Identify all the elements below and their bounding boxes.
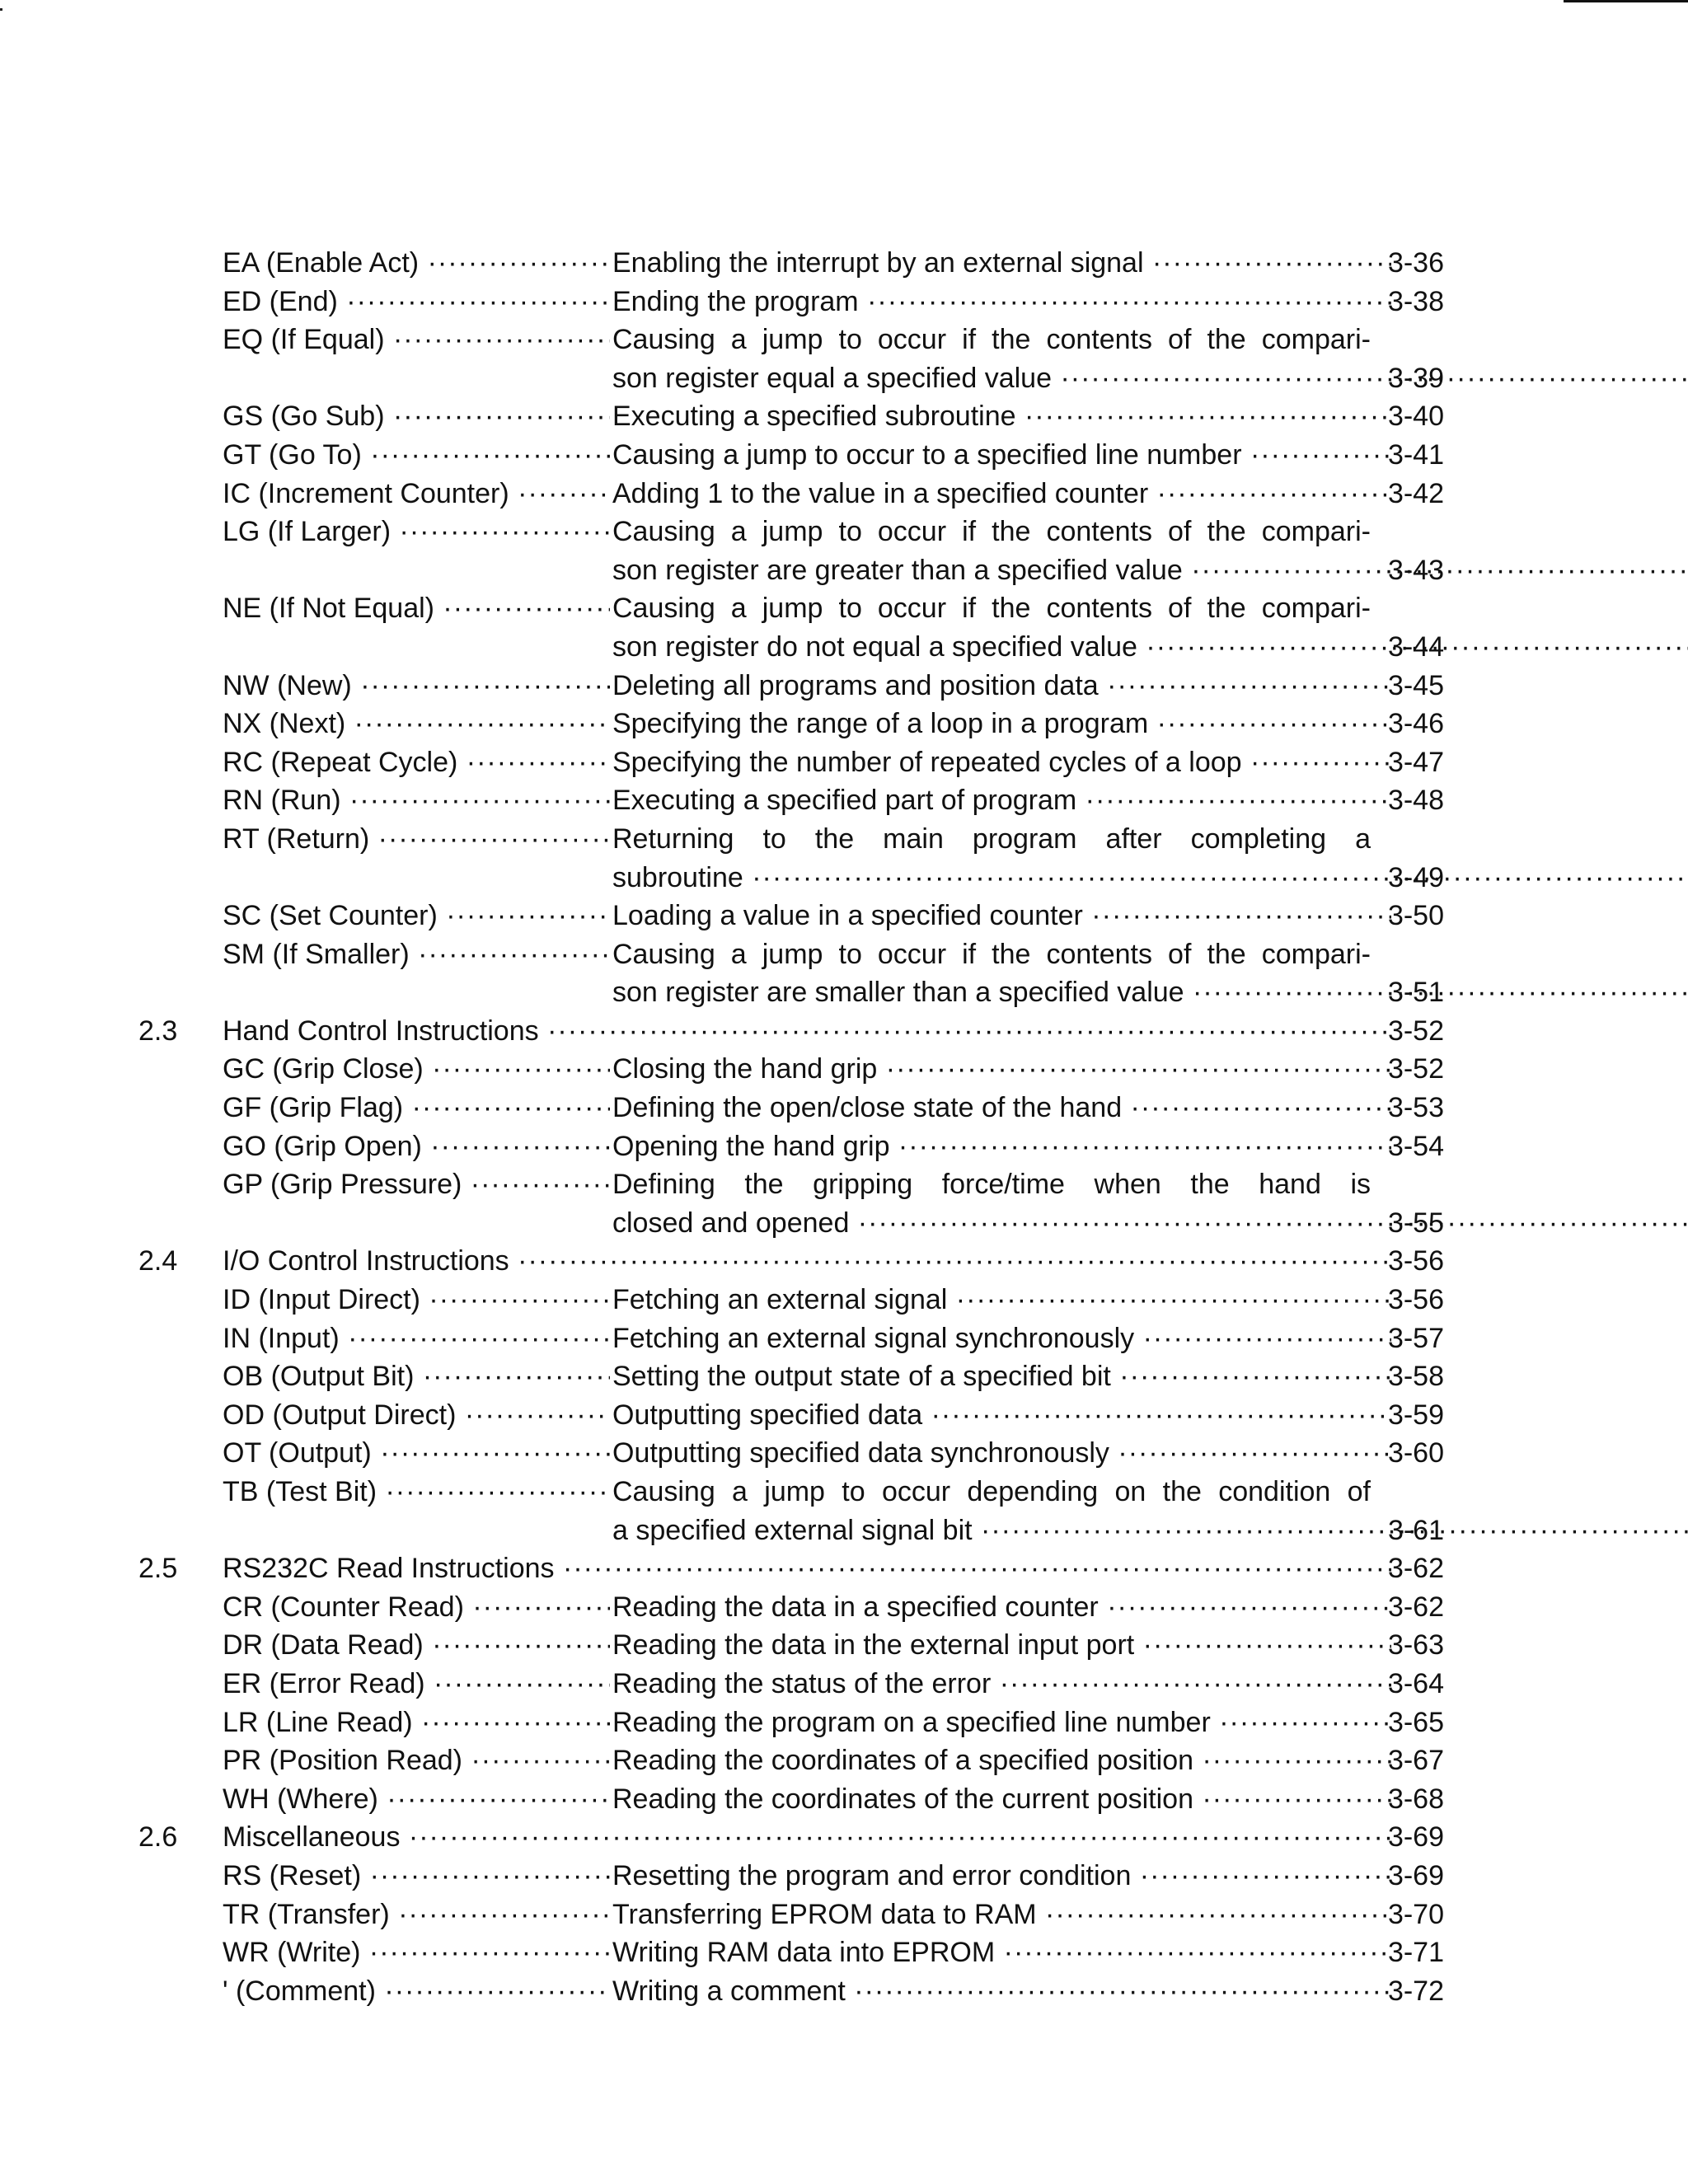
section-heading-row [138, 1012, 1444, 1051]
toc-entry [138, 1281, 1444, 1319]
command-description: Adding 1 to the value in a specified counter ····· [612, 475, 1391, 513]
command-description: son register are greater than a specified value ····· [612, 551, 1391, 590]
section-title: Miscellaneous ····· [223, 1818, 1391, 1857]
page-number: 3-68 [1387, 1783, 1444, 1815]
command-name: OB (Output Bit) ····· [223, 1357, 610, 1396]
page-number: 3-53 [1387, 1092, 1444, 1124]
command-description: Reading the coordinates of a specified position ····· [612, 1741, 1391, 1780]
command-name: SM (If Smaller) ····· [223, 935, 610, 974]
toc-entry [138, 1857, 1444, 1896]
command-description: Defining the open/close state of the hand ····· [612, 1089, 1391, 1127]
page-number: 3-38 [1387, 285, 1444, 317]
toc-entry [138, 820, 1444, 859]
command-description: Outputting specified data synchronously ····· [612, 1434, 1391, 1473]
command-description: Enabling the interrupt by an external signal ····· [612, 244, 1391, 283]
command-name: DR (Data Read) ····· [223, 1626, 610, 1665]
command-description: closed and opened ····· [612, 1204, 1391, 1243]
page-number: 3-44 [1387, 630, 1444, 663]
toc-entry [138, 1357, 1444, 1396]
command-name: EA (Enable Act) ····· [223, 244, 610, 283]
command-description: Specifying the range of a loop in a program ····· [612, 705, 1391, 743]
page-number: 3-47 [1387, 746, 1444, 778]
page-number: 3-50 [1387, 900, 1444, 932]
page-number: 3-70 [1387, 1898, 1444, 1930]
toc-entry-continuation [138, 1511, 1444, 1550]
page-number: 3-57 [1387, 1322, 1444, 1354]
scan-speck [0, 8, 2, 11]
toc-entry [138, 1933, 1444, 1972]
page-number: 3-60 [1387, 1437, 1444, 1469]
page-number: 3-41 [1387, 438, 1444, 471]
toc-entry [138, 1396, 1444, 1435]
page-number: 3-58 [1387, 1361, 1444, 1393]
command-name: LR (Line Read) ····· [223, 1704, 610, 1742]
toc-entry [138, 781, 1444, 820]
toc-entry [138, 1319, 1444, 1358]
page-number: 3-62 [1387, 1553, 1444, 1585]
command-description: Returning to the main program after completing a [612, 823, 1371, 855]
command-description: Reading the status of the error ····· [612, 1665, 1391, 1704]
toc-entry [138, 1665, 1444, 1704]
command-name: GS (Go Sub) ····· [223, 397, 610, 436]
page-number: 3-54 [1387, 1130, 1444, 1162]
section-title: I/O Control Instructions ····· [223, 1242, 1391, 1281]
table-of-contents [138, 244, 1444, 2010]
page-number: 3-45 [1387, 669, 1444, 701]
toc-entry [138, 475, 1444, 513]
page-number: 3-43 [1387, 554, 1444, 586]
command-description: Defining the gripping force/time when the hand is [612, 1169, 1371, 1201]
page-number: 3-36 [1387, 247, 1444, 279]
command-name: GT (Go To) ····· [223, 436, 610, 475]
command-name: RN (Run) ····· [223, 781, 610, 820]
section-number: 2.6 [138, 1821, 178, 1854]
toc-entry [138, 1972, 1444, 2011]
page-number: 3-49 [1387, 861, 1444, 893]
toc-entry-continuation [138, 973, 1444, 1012]
toc-entry [138, 1434, 1444, 1473]
command-description: Fetching an external signal synchronously ····· [612, 1319, 1391, 1358]
toc-entry [138, 589, 1444, 628]
toc-entry [138, 1626, 1444, 1665]
command-name: ER (Error Read) ····· [223, 1665, 610, 1704]
toc-entry-continuation [138, 359, 1444, 398]
toc-entry [138, 935, 1444, 974]
command-name: OT (Output) ····· [223, 1434, 610, 1473]
command-description: Executing a specified subroutine ····· [612, 397, 1391, 436]
page-number: 3-39 [1387, 362, 1444, 394]
command-name: GP (Grip Pressure) ····· [223, 1165, 610, 1204]
command-description: subroutine ····· [612, 859, 1391, 898]
command-description: Causing a jump to occur if the contents of the compari- [612, 516, 1371, 548]
command-name: NX (Next) ····· [223, 705, 610, 743]
toc-entry [138, 1896, 1444, 1934]
toc-entry [138, 1588, 1444, 1627]
command-description: Resetting the program and error condition ····· [612, 1857, 1391, 1896]
page-number: 3-42 [1387, 477, 1444, 509]
command-name: GC (Grip Close) ····· [223, 1050, 610, 1089]
page-number: 3-46 [1387, 708, 1444, 740]
page-number: 3-69 [1387, 1821, 1444, 1854]
command-description: Causing a jump to occur if the contents of the compari- [612, 324, 1371, 356]
page-number: 3-52 [1387, 1053, 1444, 1085]
toc-entry-continuation [138, 1204, 1444, 1243]
page-number: 3-61 [1387, 1514, 1444, 1546]
command-name: WR (Write) ····· [223, 1933, 610, 1972]
command-description: son register do not equal a specified value ····· [612, 628, 1391, 667]
page-number: 3-52 [1387, 1015, 1444, 1047]
toc-entry [138, 705, 1444, 743]
command-name: TR (Transfer) ····· [223, 1896, 610, 1934]
command-name: ED (End) ····· [223, 283, 610, 321]
toc-entry [138, 397, 1444, 436]
toc-entry [138, 1741, 1444, 1780]
toc-entry [138, 436, 1444, 475]
command-name: IC (Increment Counter) ····· [223, 475, 610, 513]
toc-entry [138, 1780, 1444, 1819]
command-name: PR (Position Read) ····· [223, 1741, 610, 1780]
section-number: 2.3 [138, 1015, 178, 1047]
command-description: Causing a jump to occur if the contents of the compari- [612, 938, 1371, 970]
command-description: Executing a specified part of program ····· [612, 781, 1391, 820]
page-number: 3-51 [1387, 977, 1444, 1009]
page-number: 3-62 [1387, 1591, 1444, 1623]
section-number: 2.5 [138, 1553, 178, 1585]
command-description: Reading the coordinates of the current position ····· [612, 1780, 1391, 1819]
command-name: TB (Test Bit) ····· [223, 1473, 610, 1511]
page-number: 3-65 [1387, 1706, 1444, 1738]
command-name: NW (New) ····· [223, 667, 610, 705]
command-description: Loading a value in a specified counter ····· [612, 897, 1391, 935]
command-name: OD (Output Direct) ····· [223, 1396, 610, 1435]
command-description: a specified external signal bit ····· [612, 1511, 1391, 1550]
command-name: SC (Set Counter) ····· [223, 897, 610, 935]
page-number: 3-48 [1387, 785, 1444, 817]
toc-entry [138, 1165, 1444, 1204]
command-name: GF (Grip Flag) ····· [223, 1089, 610, 1127]
page-number: 3-40 [1387, 401, 1444, 433]
command-description: Reading the data in the external input port ····· [612, 1626, 1391, 1665]
toc-entry [138, 667, 1444, 705]
command-description: Closing the hand grip ····· [612, 1050, 1391, 1089]
page-number: 3-64 [1387, 1667, 1444, 1699]
command-name: GO (Grip Open) ····· [223, 1127, 610, 1166]
page-number: 3-56 [1387, 1284, 1444, 1316]
toc-entry-continuation [138, 551, 1444, 590]
command-description: Setting the output state of a specified bit ····· [612, 1357, 1391, 1396]
command-description: son register equal a specified value ····· [612, 359, 1391, 398]
page-number: 3-72 [1387, 1975, 1444, 2007]
page-number: 3-69 [1387, 1859, 1444, 1891]
toc-entry [138, 1127, 1444, 1166]
top-edge-rule [1564, 0, 1688, 2]
page-number: 3-63 [1387, 1629, 1444, 1661]
command-description: Fetching an external signal ····· [612, 1281, 1391, 1319]
command-description: son register are smaller than a specified value ····· [612, 973, 1391, 1012]
command-description: Ending the program ····· [612, 283, 1391, 321]
toc-entry [138, 513, 1444, 551]
toc-entry [138, 1473, 1444, 1511]
toc-entry [138, 244, 1444, 283]
section-number: 2.4 [138, 1245, 178, 1277]
toc-entry [138, 1089, 1444, 1127]
toc-entry [138, 321, 1444, 359]
command-description: Outputting specified data ····· [612, 1396, 1391, 1435]
command-description: Causing a jump to occur if the contents of the compari- [612, 593, 1371, 625]
toc-entry-continuation [138, 859, 1444, 898]
command-name: CR (Counter Read) ····· [223, 1588, 610, 1627]
toc-entry [138, 897, 1444, 935]
section-heading-row [138, 1549, 1444, 1588]
page-number: 3-71 [1387, 1937, 1444, 1969]
page-number: 3-67 [1387, 1745, 1444, 1777]
section-title: Hand Control Instructions ····· [223, 1012, 1391, 1051]
command-name: LG (If Larger) ····· [223, 513, 610, 551]
command-name: ' (Comment) ····· [223, 1972, 610, 2011]
page-number: 3-56 [1387, 1245, 1444, 1277]
command-description: Writing a comment ····· [612, 1972, 1391, 2011]
command-name: WH (Where) ····· [223, 1780, 610, 1819]
section-heading-row [138, 1818, 1444, 1857]
page-number: 3-59 [1387, 1399, 1444, 1431]
command-description: Writing RAM data into EPROM ····· [612, 1933, 1391, 1972]
command-description: Causing a jump to occur depending on the condition of [612, 1476, 1371, 1507]
command-description: Causing a jump to occur to a specified line number ····· [612, 436, 1391, 475]
command-name: RC (Repeat Cycle) ····· [223, 743, 610, 782]
toc-entry [138, 1704, 1444, 1742]
toc-entry-continuation [138, 628, 1444, 667]
command-description: Transferring EPROM data to RAM ····· [612, 1896, 1391, 1934]
toc-entry [138, 283, 1444, 321]
toc-entry [138, 743, 1444, 782]
command-description: Opening the hand grip ····· [612, 1127, 1391, 1166]
command-name: RT (Return) ····· [223, 820, 610, 859]
section-title: RS232C Read Instructions ····· [223, 1549, 1391, 1588]
command-name: IN (Input) ····· [223, 1319, 610, 1358]
command-description: Reading the program on a specified line number ····· [612, 1704, 1391, 1742]
command-description: Reading the data in a specified counter ····· [612, 1588, 1391, 1627]
command-description: Deleting all programs and position data ····· [612, 667, 1391, 705]
toc-entry [138, 1050, 1444, 1089]
command-name: RS (Reset) ····· [223, 1857, 610, 1896]
page-number: 3-55 [1387, 1207, 1444, 1239]
command-name: NE (If Not Equal) ····· [223, 589, 610, 628]
section-heading-row [138, 1242, 1444, 1281]
command-name: EQ (If Equal) ····· [223, 321, 610, 359]
command-description: Specifying the number of repeated cycles of a loop ····· [612, 743, 1391, 782]
command-name: ID (Input Direct) ····· [223, 1281, 610, 1319]
